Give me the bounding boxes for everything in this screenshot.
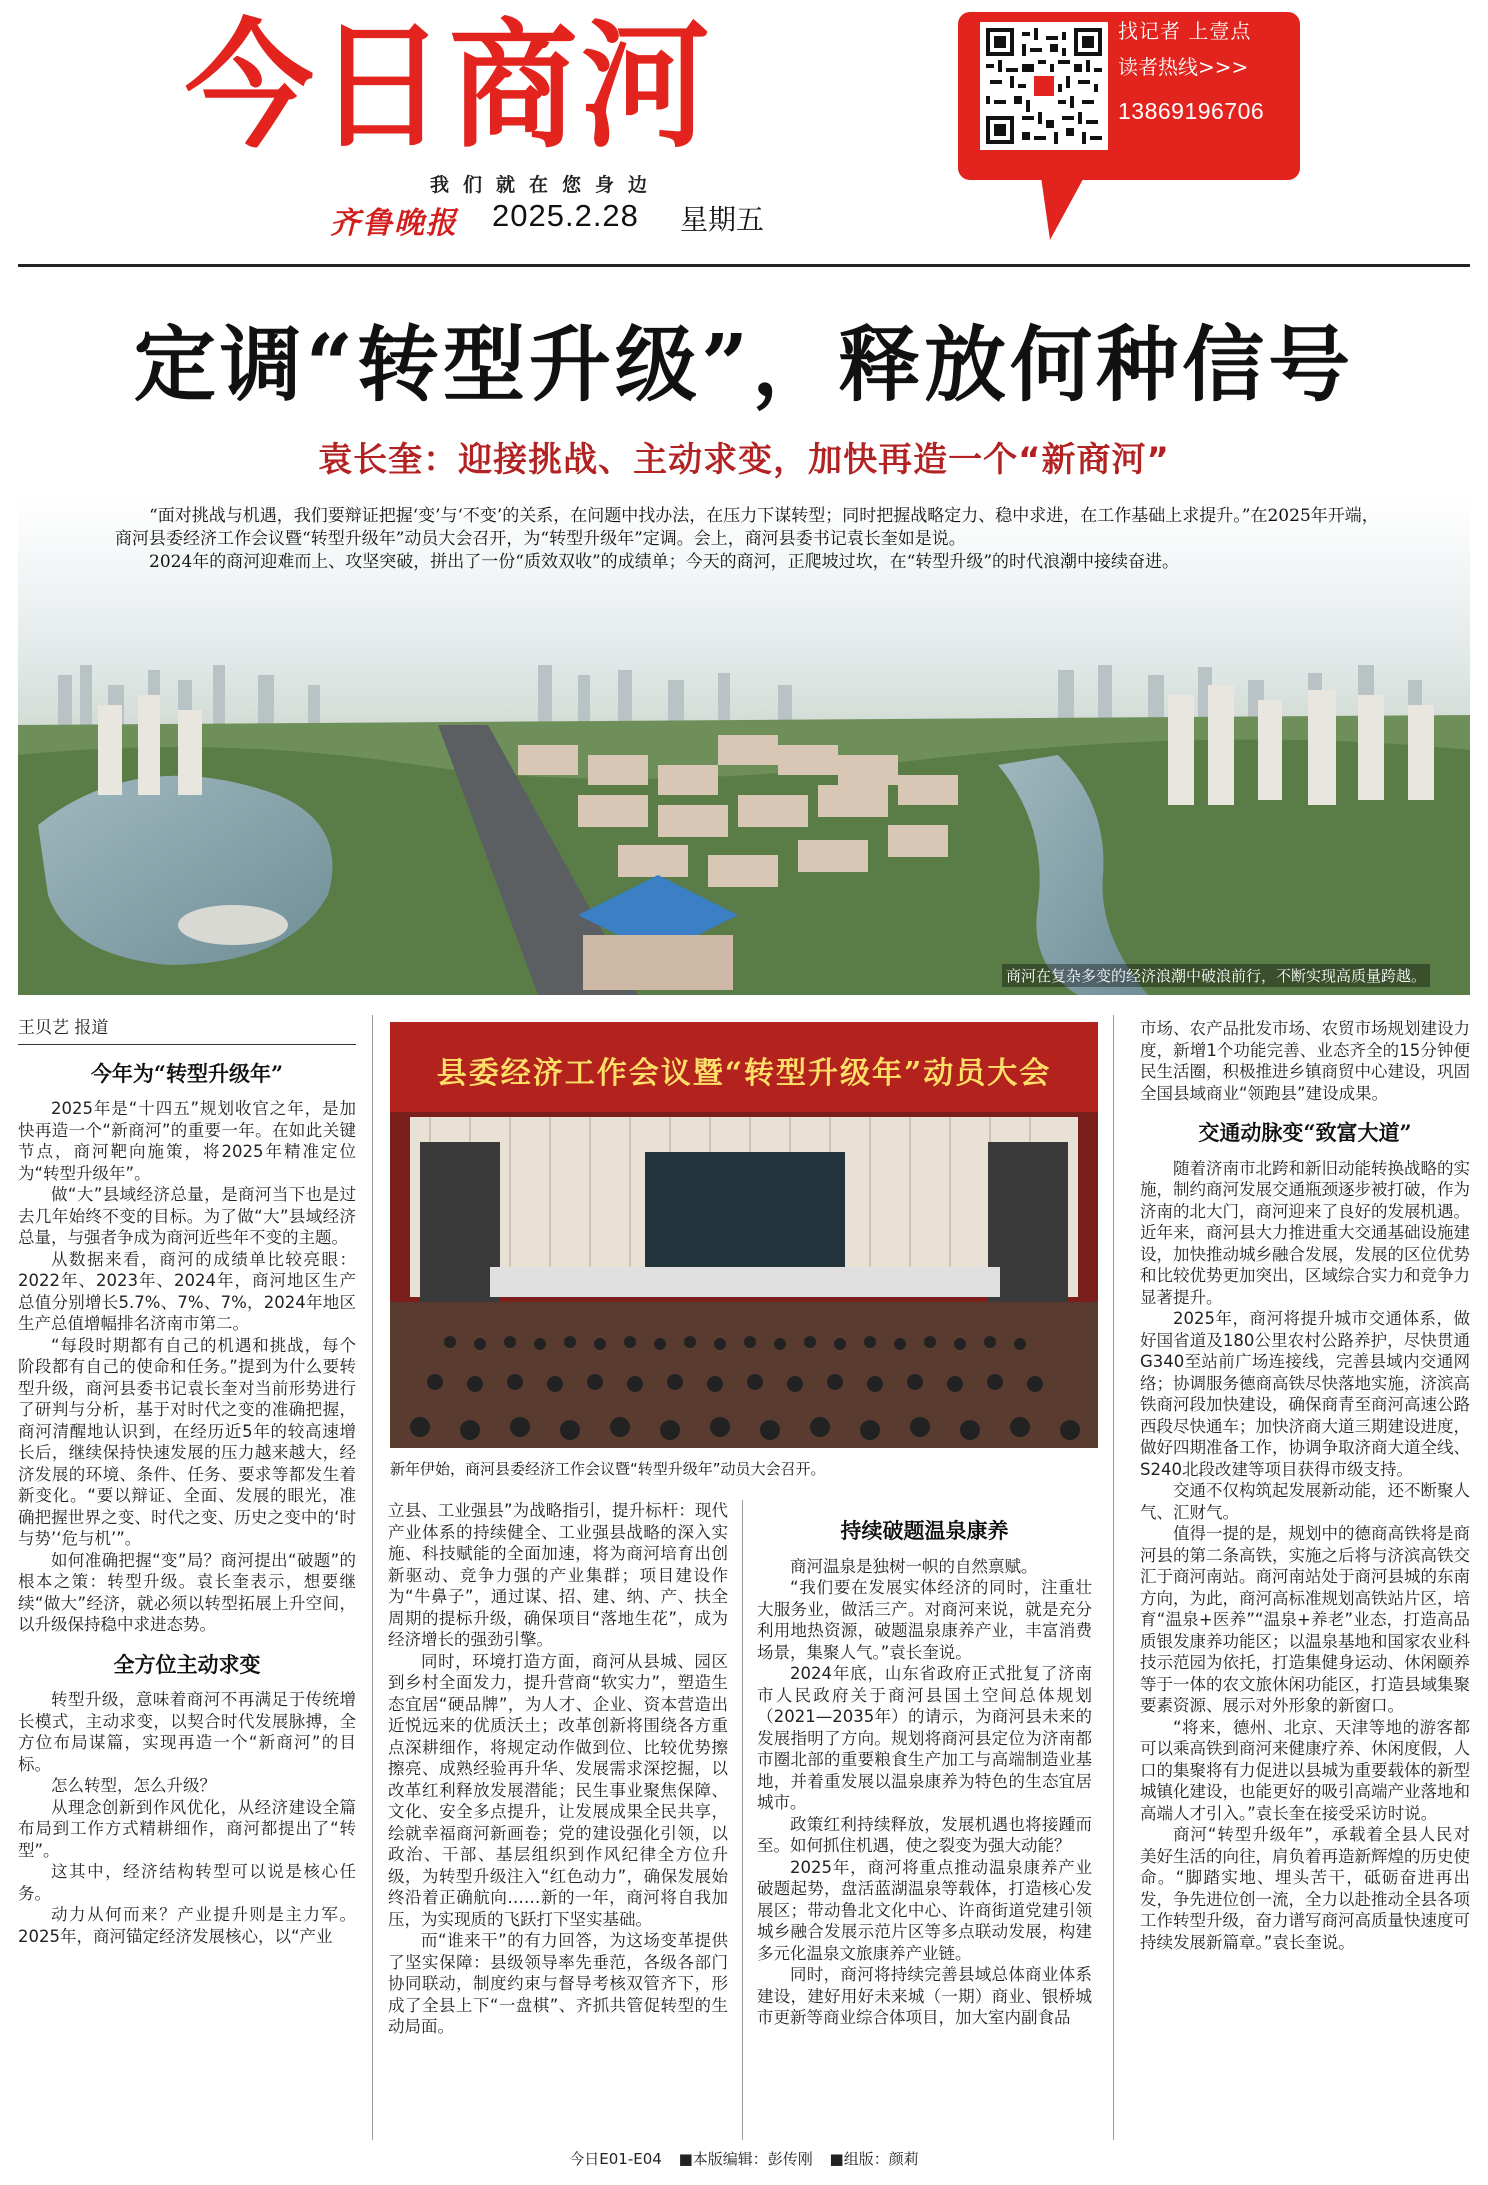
paragraph: “每段时期都有自己的机遇和挑战，每个阶段都有自己的使命和任务。”提到为什么要转型升级，商河县委书记袁长奎对当前形势进行了研判与分析，基于对时代之变的准确把握，商河清醒地认识到，在经历近5年的较高速增长后，继续保持快速发展的压力越来越大，经济发展的环境、条件、任务、要求等都发生着新变化。“要以辩证、全面、发展的眼光，准确把握世界之变、时代之变、历史之变中的‘时与势’‘危与机’”。 [18, 1335, 356, 1548]
paragraph: “我们要在发展实体经济的同时，注重壮大服务业，做活三产。对商河来说，就是充分利用地热资源，破题温泉康养产业，丰富消费场景，集聚人气。”袁长奎说。 [757, 1578, 1092, 1662]
masthead [0, 0, 1488, 265]
paragraph: 而“谁来干”的有力回答，为这场变革提供了坚实保障：县级领导率先垂范，各级各部门协同联动，制度约束与督导考核双管齐下，形成了全县上下“一盘棋”、齐抓共管促转型的生动局面。 [388, 1931, 728, 2036]
newspaper-logo: 今日商河 [185, 6, 714, 167]
paragraph: 值得一提的是，规划中的德商高铁将是商河县的第二条高铁，实施之后将与济滨高铁交汇于商河南站。商河南站处于商河县城的东南方向，为此，商河高标准规划高铁站片区，培育“温泉+医养”“温泉+养老”业态，打造高品质银发康养功能区；以温泉基地和国家农业科技示范园为依托，打造集健身运动、休闲颐养等于一体的农文旅休闲功能区，打造县域集聚要素资源、展示对外形象的新窗口。 [1140, 1524, 1470, 1715]
column-divider [372, 1015, 373, 2140]
speech-bubble-tail [1040, 170, 1088, 240]
paragraph: 2025年是“十四五”规划收官之年，是加快再造一个“新商河”的重要一年。在如此关键节点，商河靶向施策，将2025年精准定位为“转型升级年”。 [18, 1099, 356, 1183]
paragraph: 立县、工业强县”为战略指引，提升标杆：现代产业体系的持续健全、工业强县战略的深入实施、科技赋能的全面加速，将为商河培育出创新驱动、竞争力强的产业集群；项目建设作为“牛鼻子”，通过谋、招、建、纳、产、扶全周期的提标升级，确保项目“落地生花”，成为经济增长的强劲引擎。 [388, 1501, 728, 1649]
lead-paragraph: 2024年的商河迎难而上、攻坚突破，拼出了一份“质效双收”的成绩单；今天的商河，正爬坡过坎，在“转型升级”的时代浪潮中接续奋进。 [149, 552, 1180, 572]
hero-photo-caption: 商河在复杂多变的经济浪潮中破浪前行，不断实现高质量跨越。 [1002, 964, 1430, 987]
issue-date: 2025.2.28 [492, 198, 639, 233]
paragraph: 2025年，商河将提升城市交通体系，做好国省道及180公里农村公路养护，尽快贯通G340至站前广场连接线，完善县域内交通网络；协调服务德商高铁尽快落地实施，济滨高铁商河段加快建设，确保商青至商河高速公路西段尽快通车；加快济商大道三期建设进度，做好四期准备工作，协调争取济商大道全线、S240北段改建等项目获得市级支持。 [1140, 1309, 1470, 1479]
reader-hotline [1118, 20, 1298, 122]
find-reporter-label: 找记者 上壹点 [1118, 19, 1252, 43]
paragraph: 政策红利持续释放，发展机遇也将接踵而至。如何抓住机遇，使之裂变为强大动能？ [757, 1814, 1092, 1855]
column-1 [18, 1018, 356, 1947]
lead-paragraph: “面对挑战与机遇，我们要辩证把握‘变’与‘不变’的关系，在问题中找办法，在压力下谋转型；同时把握战略定力、稳中求进，在工作基础上求提升。”在2025年开端，商河县委经济工作会议暨“转型升级年”动员大会召开，为“转型升级年”定调。会上，商河县委书记袁长奎如是说。 [115, 506, 1379, 549]
layout-credit: ■组版：颜莉 [829, 2150, 919, 2168]
paragraph: 从理念创新到作风优化，从经济建设全篇布局到工作方式精耕细作，商河都提出了“转型”。 [18, 1797, 356, 1860]
paragraph: 动力从何而来？产业提升则是主力军。2025年，商河锚定经济发展核心，以“产业 [18, 1905, 356, 1946]
byline: 王贝艺 报道 [18, 1018, 356, 1045]
qr-code-icon[interactable] [980, 22, 1108, 150]
slogan: 我们就在您身边 [430, 174, 662, 196]
article-lead [115, 505, 1395, 574]
paragraph: 如何准确把握“变”局？商河提出“破题”的根本之策：转型升级。袁长奎表示，想要继续“做大”经济，就必须以转型拓展上升空间，以升级保持稳中求进态势。 [18, 1550, 356, 1634]
brand-mark: 齐鲁晚报 [330, 206, 458, 241]
paragraph: “将来，德州、北京、天津等地的游客都可以乘高铁到商河来健康疗养、休闲度假，人口的集聚将有力促进以县城为重要载体的新型城镇化建设，也能更好的吸引高端产业落地和高端人才引入。”袁长奎在接受采访时说。 [1140, 1717, 1470, 1823]
issue-weekday: 星期五 [680, 203, 765, 236]
section-heading: 持续破题温泉康养 [840, 1518, 1009, 1543]
hotline-phone[interactable]: 13869196706 [1118, 98, 1265, 124]
page-footer [0, 2148, 1488, 2169]
paragraph: 交通不仅构筑起发展新动能，还不断聚人气、汇财气。 [1140, 1481, 1470, 1522]
column-divider [1113, 1015, 1114, 2140]
paragraph: 从数据来看，商河的成绩单比较亮眼：2022年、2023年、2024年，商河地区生产总值分别增长5.7%、7%、7%，2024年地区生产总值增幅排名济南市第二。 [18, 1249, 356, 1333]
section-heading: 今年为“转型升级年” [90, 1060, 284, 1086]
paragraph: 做“大”县域经济总量，是商河当下也是过去几年始终不变的目标。为了做“大”县域经济总量，与强者争成为商河近些年不变的主题。 [18, 1185, 356, 1247]
section-heading: 全方位主动求变 [113, 1651, 261, 1677]
paragraph: 商河“转型升级年”，承载着全县人民对美好生活的向往，肩负着再造新辉煌的历史使命。“脚踏实地、埋头苦干，砥砺奋进再出发，争先进位创一流，全力以赴推动全县各项工作转型升级，奋力谱写商河高质量快速度可持续发展新篇章。”袁长奎说。 [1140, 1825, 1470, 1952]
paragraph: 2024年底，山东省政府正式批复了济南市人民政府关于商河县国土空间总体规划（2021—2035年）的请示，为商河县未来的发展指明了方向。规划将商河县定位为济南都市圈北部的重要粮食生产加工与高端制造业基地，并着重发展以温泉康养为特色的生态宜居城市。 [757, 1664, 1092, 1812]
subheadline: 袁长奎：迎接挑战、主动求变，加快再造一个“新商河” [318, 440, 1170, 480]
section-heading: 交通动脉变“致富大道” [1198, 1120, 1412, 1145]
editor-credit: ■本版编辑：彭传刚 [678, 2150, 813, 2168]
paragraph: 2025年，商河将重点推动温泉康养产业破题起势，盘活蓝湖温泉等载体，打造核心发展区；带动鲁北文化中心、许商街道党建引领城乡融合发展示范片区等多点联动发展，构建多元化温泉文旅康养产业链。 [757, 1857, 1092, 1963]
paragraph: 市场、农产品批发市场、农贸市场规划建设力度，新增1个功能完善、业态齐全的15分钟便民生活圈，积极推进乡镇商贸中心建设，巩固全国县域商业“领跑县”建设成果。 [1140, 1019, 1470, 1103]
page-range: 今日E01-E04 [569, 2150, 662, 2168]
masthead-divider [18, 264, 1470, 267]
meeting-photo-caption: 新年伊始，商河县委经济工作会议暨“转型升级年”动员大会召开。 [390, 1460, 826, 1478]
paragraph: 转型升级，意味着商河不再满足于传统增长模式，主动求变，以契合时代发展脉搏，全方位布局谋篇，实现再造一个“新商河”的目标。 [18, 1690, 356, 1774]
paragraph: 随着济南市北跨和新旧动能转换战略的实施，制约商河发展交通瓶颈逐步被打破，作为济南的北大门，商河迎来了良好的发展机遇。近年来，商河县大力推进重大交通基础设施建设，加快推动城乡融合发展，发展的区位优势和比较优势更加突出，区域综合实力和竞争力显著提升。 [1140, 1158, 1470, 1307]
paragraph: 商河温泉是独树一帜的自然禀赋。 [790, 1556, 1038, 1576]
column-divider [742, 1500, 743, 2140]
paragraph: 这其中，经济结构转型可以说是核心任务。 [18, 1862, 356, 1903]
column-4 [1140, 1018, 1470, 1953]
hotline-label: 读者热线>>> [1118, 55, 1249, 79]
meeting-banner-text: 县委经济工作会议暨“转型升级年”动员大会 [436, 1056, 1052, 1091]
paragraph: 怎么转型，怎么升级？ [51, 1776, 216, 1795]
column-2 [388, 1500, 728, 2038]
meeting-photo [390, 1022, 1098, 1448]
paragraph: 同时，商河将持续完善县域总体商业体系建设，建好用好未来城（一期）商业、银桥城市更新等商业综合体项目，加大室内副食品 [757, 1965, 1092, 2027]
paragraph: 同时，环境打造方面，商河从县城、园区到乡村全面发力，提升营商“软实力”，塑造生态宜居“硬品牌”，为人才、企业、资本营造出近悦远来的优质沃土；改革创新将围绕各方重点深耕细作，将规定动作做到位、比较优势擦擦亮、成熟经验再升华、发展需求深挖掘，以改革红利释放发展潜能；民生事业聚焦保障、文化、安全多点提升，让发展成果全民共享，绘就幸福商河新画卷；党的建设强化引领，以政治、干部、基层组织到作风纪律全方位升级，为转型升级注入“红色动力”，确保发展始终沿着正确航向……新的一年，商河将自我加压，为实现质的飞跃打下坚实基础。 [388, 1651, 728, 1929]
column-3 [757, 1518, 1092, 2029]
headline: 定调“转型升级”，释放何种信号 [133, 317, 1355, 413]
